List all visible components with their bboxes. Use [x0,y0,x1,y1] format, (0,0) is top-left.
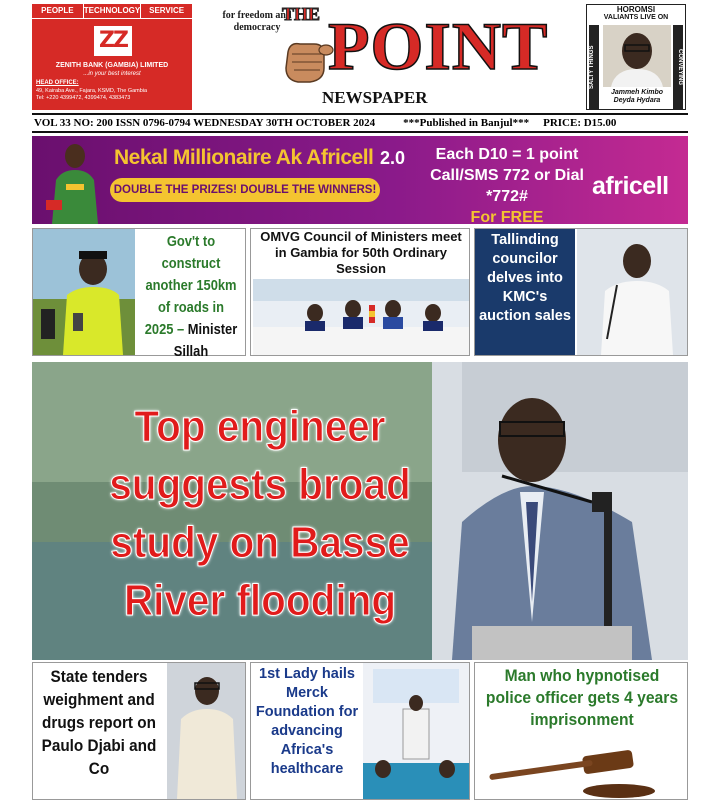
column-side-left: SALTY THINGS [589,25,599,109]
ad-title: Nekal Millionaire Ak Africell [114,146,374,169]
lead-story[interactable] [32,362,688,660]
story-paulo-djabi-photo [167,663,245,799]
ad-offer [412,144,602,224]
zenith-logo: ZZ [94,26,132,56]
masthead-newspaper: NEWSPAPER [322,88,428,107]
column-side-right: CONVEYING [673,25,683,109]
story-omvg-photo [253,279,469,355]
councilor-photo [577,229,687,355]
ad-offer-line3: For FREE [470,209,544,224]
story-roads-headline-last: Minister Sillah [173,321,238,360]
issue-info-bar [32,113,688,133]
story-tallinding-photo [577,229,687,355]
story-tallinding[interactable] [474,228,688,356]
zenith-nav [32,4,192,19]
story-hypnotist[interactable] [474,662,688,800]
fist-icon [280,34,334,86]
column-box[interactable] [586,4,686,110]
gavel-image [479,741,685,799]
ad-offer-line1: Each D10 = 1 point [435,146,579,163]
story-roads[interactable] [32,228,246,360]
zenith-tagline: ...in your best interest [83,71,141,77]
story-first-lady[interactable] [250,662,470,800]
minister-photo [33,229,135,355]
ad-version: 2.0 [380,148,406,168]
story-paulo-djabi[interactable] [32,662,246,800]
zenith-nav-service: SERVICE [149,6,185,15]
column-title: HOROMSI [616,5,656,14]
zenith-address [36,88,190,102]
column-subtitle: VALIANTS LIVE ON [603,14,669,21]
story-paulo-djabi-headline: State tenders weighment and drugs report on Paulo Djabi and Co [41,667,157,778]
zenith-head-office-label: HEAD OFFICE: [36,80,79,86]
paulo-djabi-photo [167,663,245,799]
zenith-nav-people: PEOPLE [32,4,84,18]
africell-ad[interactable] [32,136,688,224]
story-omvg-headline: OMVG Council of Ministers meet in Gambia for 50th Ordinary Session [260,229,462,276]
story-hypnotist-headline: Man who hypnotised police officer gets 4 years imprisonment [485,666,679,729]
zenith-nav-technology: TECHNOLOGY [84,4,141,18]
masthead-the: THE [282,4,321,24]
story-first-lady-photo [363,663,469,799]
gavel-icon [479,741,685,799]
masthead [198,4,580,110]
zenith-name: ZENITH BANK (GAMBIA) LIMITED [55,62,169,69]
merck-event-photo [363,663,469,799]
council-meeting-photo [253,279,469,355]
issue-price: PRICE: D15.00 [543,117,617,129]
story-first-lady-headline: 1st Lady hails Merck Foundation for advancing Africa's healthcare [255,666,359,777]
story-roads-headline [145,231,238,363]
zenith-bank-ad[interactable] [32,4,192,110]
ad-double-prizes-banner[interactable]: DOUBLE THE PRIZES! DOUBLE THE WINNERS! [110,178,380,202]
author-portrait [603,25,671,87]
masthead-point: POINT [328,8,549,84]
story-roads-headline-main: Gov't to construct another 150km of roads in 2025 – [144,233,237,338]
zenith-tel: Tel: +220 4399472, 4399474, 4383473 [36,95,131,101]
zenith-address-line: 49, Kairaba Ave., Fajara, KSMD, The Gambia [36,88,148,94]
author-photo [603,25,671,87]
ad-person-image [42,140,108,224]
story-tallinding-headline: Tallinding councilor delves into KMC's auction sales [475,229,575,355]
ad-offer-line2: Call/SMS 772 or Dial *772# [430,167,584,205]
lead-headline: Top engineer suggests broad study on Basse River flooding [109,402,411,625]
story-omvg[interactable] [250,228,470,356]
africell-logo: africell [592,172,669,200]
issue-published: ***Published in Banjul*** [403,117,530,129]
story-roads-photo [33,229,135,355]
issue-volume: VOL 33 NO: 200 ISSN 0796-0794 WEDNESDAY 30TH OCTOBER 2024 [34,117,376,129]
author-name: Jammeh Kimbo Deyda Hydara [610,89,664,104]
masthead-slogan: for freedom and democracy [222,10,292,33]
